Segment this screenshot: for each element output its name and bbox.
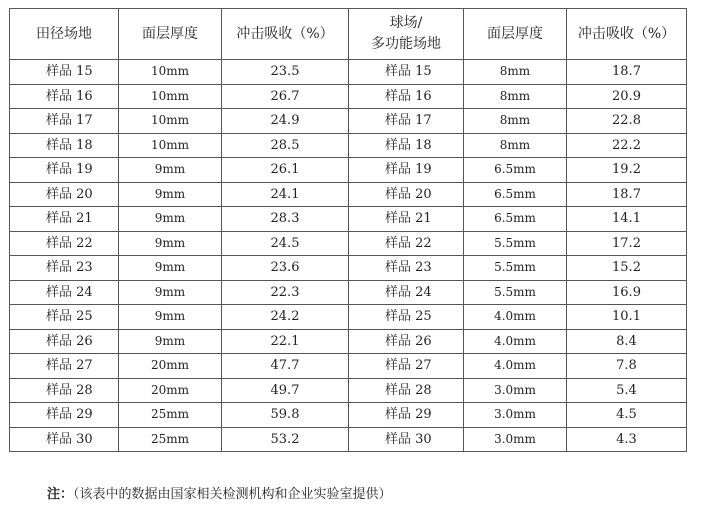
left-sample-cell: 样品 29 — [10, 403, 119, 428]
right-sample-cell: 样品 18 — [349, 133, 464, 158]
header-thickness-right: 面层厚度 — [464, 9, 567, 60]
right-sample-cell: 样品 16 — [349, 84, 464, 109]
left-absorption-cell: 47.7 — [222, 354, 349, 379]
right-thickness-cell: 4.0mm — [464, 305, 567, 330]
table-row — [10, 84, 687, 109]
right-thickness-cell: 3.0mm — [464, 427, 567, 452]
table-row — [10, 109, 687, 134]
right-thickness-cell: 5.5mm — [464, 280, 567, 305]
right-thickness-cell: 3.0mm — [464, 378, 567, 403]
right-absorption-cell: 8.4 — [567, 329, 687, 354]
table-row — [10, 354, 687, 379]
left-thickness-cell: 20mm — [119, 354, 222, 379]
right-absorption-cell: 14.1 — [567, 207, 687, 232]
left-absorption-cell: 28.3 — [222, 207, 349, 232]
right-absorption-cell: 22.2 — [567, 133, 687, 158]
left-thickness-cell: 10mm — [119, 84, 222, 109]
right-sample-cell: 样品 15 — [349, 60, 464, 85]
left-absorption-cell: 24.9 — [222, 109, 349, 134]
left-absorption-cell: 53.2 — [222, 427, 349, 452]
table-row — [10, 280, 687, 305]
left-absorption-cell: 26.7 — [222, 84, 349, 109]
right-sample-cell: 样品 25 — [349, 305, 464, 330]
header-absorption-right: 冲击吸收（%） — [567, 9, 687, 60]
left-absorption-cell: 23.5 — [222, 60, 349, 85]
left-thickness-cell: 9mm — [119, 231, 222, 256]
left-thickness-cell: 9mm — [119, 256, 222, 281]
left-sample-cell: 样品 21 — [10, 207, 119, 232]
left-absorption-cell: 24.5 — [222, 231, 349, 256]
left-thickness-cell: 25mm — [119, 403, 222, 428]
right-absorption-cell: 5.4 — [567, 378, 687, 403]
right-thickness-cell: 6.5mm — [464, 207, 567, 232]
header-court-line2: 多功能场地 — [371, 36, 441, 52]
left-sample-cell: 样品 24 — [10, 280, 119, 305]
left-sample-cell: 样品 18 — [10, 133, 119, 158]
left-thickness-cell: 9mm — [119, 158, 222, 183]
table-row — [10, 256, 687, 281]
right-thickness-cell: 6.5mm — [464, 182, 567, 207]
left-thickness-cell: 20mm — [119, 378, 222, 403]
right-sample-cell: 样品 28 — [349, 378, 464, 403]
footnote-label: 注： — [47, 487, 74, 502]
left-absorption-cell: 23.6 — [222, 256, 349, 281]
left-sample-cell: 样品 17 — [10, 109, 119, 134]
left-absorption-cell: 28.5 — [222, 133, 349, 158]
left-sample-cell: 样品 20 — [10, 182, 119, 207]
right-sample-cell: 样品 24 — [349, 280, 464, 305]
footnote — [47, 483, 392, 502]
table-row — [10, 182, 687, 207]
right-thickness-cell: 6.5mm — [464, 158, 567, 183]
header-court-field — [349, 9, 464, 60]
table-row — [10, 329, 687, 354]
right-absorption-cell: 16.9 — [567, 280, 687, 305]
footnote-text: （该表中的数据由国家相关检测机构和企业实验室提供） — [73, 487, 392, 502]
right-absorption-cell: 22.8 — [567, 109, 687, 134]
right-sample-cell: 样品 20 — [349, 182, 464, 207]
left-thickness-cell: 10mm — [119, 133, 222, 158]
right-thickness-cell: 4.0mm — [464, 329, 567, 354]
right-absorption-cell: 4.3 — [567, 427, 687, 452]
left-sample-cell: 样品 26 — [10, 329, 119, 354]
table-row — [10, 403, 687, 428]
left-absorption-cell: 59.8 — [222, 403, 349, 428]
left-thickness-cell: 10mm — [119, 60, 222, 85]
right-sample-cell: 样品 22 — [349, 231, 464, 256]
table-row — [10, 158, 687, 183]
right-thickness-cell: 5.5mm — [464, 231, 567, 256]
left-sample-cell: 样品 15 — [10, 60, 119, 85]
left-thickness-cell: 9mm — [119, 305, 222, 330]
left-sample-cell: 样品 30 — [10, 427, 119, 452]
left-thickness-cell: 25mm — [119, 427, 222, 452]
left-thickness-cell: 9mm — [119, 207, 222, 232]
table-row — [10, 207, 687, 232]
left-absorption-cell: 24.2 — [222, 305, 349, 330]
header-track-field: 田径场地 — [10, 9, 119, 60]
right-thickness-cell: 4.0mm — [464, 354, 567, 379]
data-table — [9, 8, 687, 452]
right-sample-cell: 样品 27 — [349, 354, 464, 379]
left-absorption-cell: 22.3 — [222, 280, 349, 305]
left-sample-cell: 样品 27 — [10, 354, 119, 379]
left-sample-cell: 样品 19 — [10, 158, 119, 183]
right-absorption-cell: 15.2 — [567, 256, 687, 281]
right-absorption-cell: 19.2 — [567, 158, 687, 183]
left-absorption-cell: 24.1 — [222, 182, 349, 207]
right-absorption-cell: 10.1 — [567, 305, 687, 330]
left-sample-cell: 样品 16 — [10, 84, 119, 109]
table-row — [10, 427, 687, 452]
left-thickness-cell: 10mm — [119, 109, 222, 134]
right-thickness-cell: 8mm — [464, 60, 567, 85]
right-thickness-cell: 5.5mm — [464, 256, 567, 281]
table-row — [10, 60, 687, 85]
right-thickness-cell: 8mm — [464, 109, 567, 134]
left-thickness-cell: 9mm — [119, 329, 222, 354]
right-absorption-cell: 7.8 — [567, 354, 687, 379]
header-thickness-left: 面层厚度 — [119, 9, 222, 60]
right-sample-cell: 样品 26 — [349, 329, 464, 354]
right-absorption-cell: 18.7 — [567, 60, 687, 85]
header-absorption-left: 冲击吸收（%） — [222, 9, 349, 60]
header-row — [10, 9, 687, 60]
left-absorption-cell: 26.1 — [222, 158, 349, 183]
table-row — [10, 231, 687, 256]
left-sample-cell: 样品 23 — [10, 256, 119, 281]
table-body — [10, 60, 687, 452]
right-absorption-cell: 4.5 — [567, 403, 687, 428]
left-thickness-cell: 9mm — [119, 182, 222, 207]
left-absorption-cell: 49.7 — [222, 378, 349, 403]
table-row — [10, 305, 687, 330]
right-absorption-cell: 18.7 — [567, 182, 687, 207]
right-absorption-cell: 17.2 — [567, 231, 687, 256]
left-thickness-cell: 9mm — [119, 280, 222, 305]
header-court-line1: 球场/ — [389, 15, 423, 31]
right-thickness-cell: 8mm — [464, 84, 567, 109]
left-sample-cell: 样品 25 — [10, 305, 119, 330]
table-row — [10, 133, 687, 158]
table-row — [10, 378, 687, 403]
right-sample-cell: 样品 17 — [349, 109, 464, 134]
right-sample-cell: 样品 19 — [349, 158, 464, 183]
right-absorption-cell: 20.9 — [567, 84, 687, 109]
right-thickness-cell: 3.0mm — [464, 403, 567, 428]
left-sample-cell: 样品 28 — [10, 378, 119, 403]
right-sample-cell: 样品 23 — [349, 256, 464, 281]
right-thickness-cell: 8mm — [464, 133, 567, 158]
left-sample-cell: 样品 22 — [10, 231, 119, 256]
left-absorption-cell: 22.1 — [222, 329, 349, 354]
right-sample-cell: 样品 30 — [349, 427, 464, 452]
right-sample-cell: 样品 21 — [349, 207, 464, 232]
right-sample-cell: 样品 29 — [349, 403, 464, 428]
